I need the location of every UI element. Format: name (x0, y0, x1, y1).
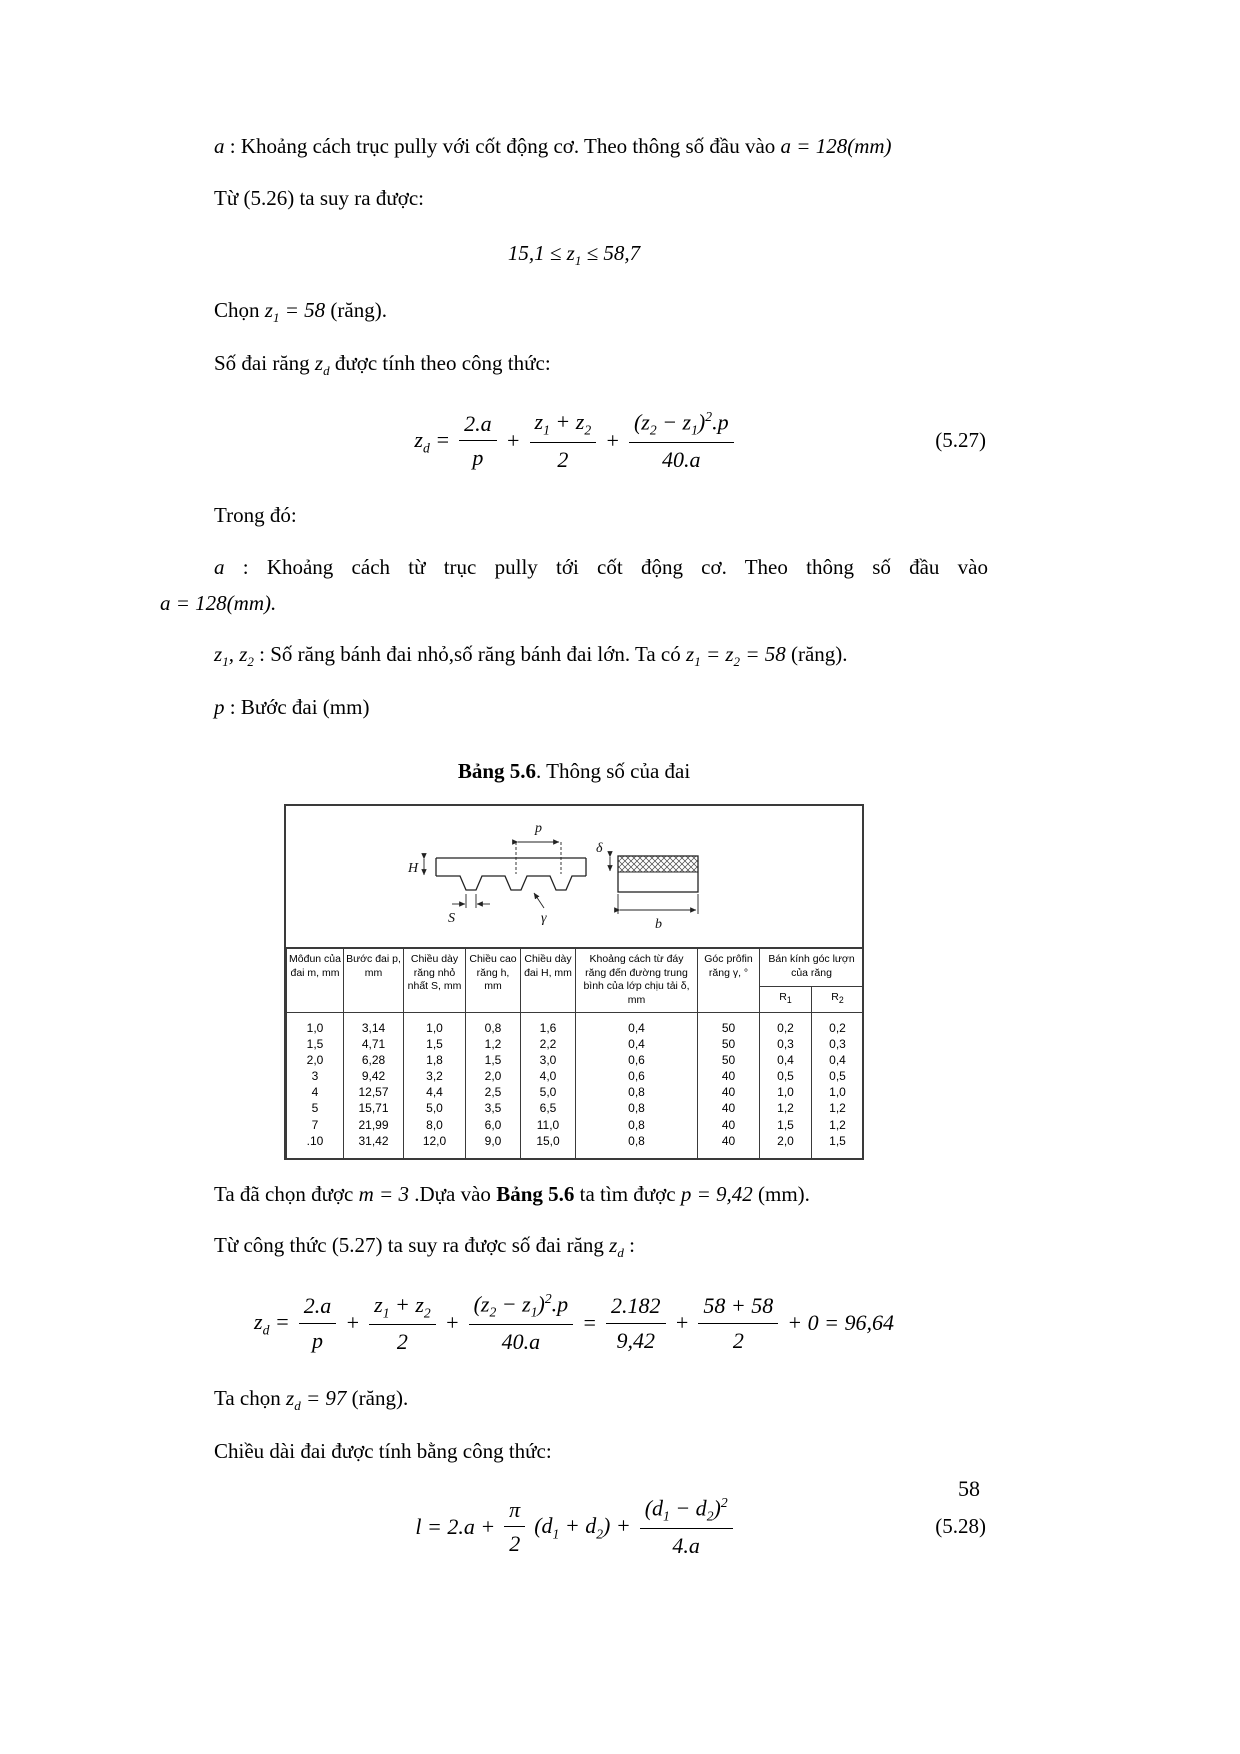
table-cell: 0,8 (576, 1100, 698, 1116)
table-cell: 31,42 (344, 1133, 404, 1158)
table-row (287, 1133, 864, 1158)
label-h: H (408, 861, 419, 877)
fraction (299, 1292, 337, 1354)
table-cell: 9,42 (344, 1068, 404, 1084)
table-cell: 40 (698, 1133, 760, 1158)
text-run: .Dựa vào (408, 1181, 497, 1206)
text-run: Ta chọn (214, 1385, 287, 1410)
paragraph-chon-zd (160, 1382, 988, 1417)
paragraph-z1z2-definition (160, 638, 988, 673)
equation-number: (5.28) (935, 1514, 986, 1539)
table-cell: 9,0 (466, 1133, 521, 1158)
label-s: S (448, 911, 455, 927)
table-cell: 8,0 (404, 1117, 466, 1133)
math-zd: $z_d$ (609, 1233, 624, 1261)
table-cell: 1,0 (404, 1012, 466, 1036)
col-subheader-r2: $R_2$ (812, 986, 864, 1012)
table-cell: 40 (698, 1084, 760, 1100)
table-cell: 4 (287, 1084, 344, 1100)
table-cell: 6,5 (521, 1100, 576, 1116)
table-cell: 1,0 (812, 1084, 864, 1100)
table-cell: 6,28 (344, 1052, 404, 1068)
table-cell: 4,4 (404, 1084, 466, 1100)
text-run: (răng). (325, 298, 387, 323)
paragraph-axis-distance (160, 130, 988, 164)
table-cell: 1,6 (521, 1012, 576, 1036)
table-cell: 5,0 (404, 1100, 466, 1116)
table-cell: 0,4 (812, 1052, 864, 1068)
table-cell: 0,4 (760, 1052, 812, 1068)
col-header-fillet-radius: Bán kính góc lượn của răng (760, 948, 864, 986)
fraction-denominator: 4.a (672, 1533, 700, 1559)
equation-528 (160, 1494, 988, 1559)
fraction (369, 1291, 436, 1356)
text-run: Chiều dài đai được tính bằng công thức: (214, 1438, 552, 1463)
table-5-6-box (284, 804, 864, 1159)
table-cell: 0,5 (812, 1068, 864, 1084)
table-cell: 1,5 (287, 1036, 344, 1052)
col-header-delta-distance: Khoảng cách từ đáy răng đến đường trung bình của lớp chịu tải δ, mm (576, 948, 698, 1012)
label-delta: δ (596, 841, 603, 857)
text-run: (răng). (785, 642, 848, 667)
text-run: : Số răng bánh đai nhỏ,số răng bánh đai lớn. Ta có (253, 642, 686, 667)
table-cell: 1,2 (812, 1100, 864, 1116)
table-cell: 0,4 (576, 1012, 698, 1036)
fraction-numerator: $(d_1 - d_2)^2$ (640, 1494, 733, 1529)
fraction-denominator: 2 (557, 446, 569, 472)
table-cell: 0,6 (576, 1052, 698, 1068)
math-z1-value: $z_1 = 58$ (264, 298, 326, 326)
table-caption (160, 755, 988, 789)
fraction-denominator: 2 (396, 1329, 408, 1355)
fraction-numerator: $z_1 + z_2$ (369, 1291, 436, 1325)
table-cell: 4,0 (521, 1068, 576, 1084)
fraction-numerator: $z_1 + z_2$ (530, 408, 597, 442)
table-row (287, 1068, 864, 1084)
math-inequality: $15,1 \le z_1 \le 58,7$ (507, 241, 641, 269)
col-header-tooth-height: Chiều cao răng h, mm (466, 948, 521, 1012)
col-header-module: Môđun của đai m, mm (287, 948, 344, 1012)
table-cell: 1,8 (404, 1052, 466, 1068)
table-cell: 50 (698, 1036, 760, 1052)
equation-527 (160, 408, 988, 473)
fraction-denominator: 9,42 (616, 1327, 656, 1353)
fraction (530, 408, 597, 473)
operator: + (444, 1310, 460, 1336)
paragraph-from-526 (160, 182, 988, 216)
paragraph-from-527 (160, 1229, 988, 1264)
text-run: Trong đó: (214, 503, 297, 528)
fraction-denominator: p (312, 1327, 324, 1353)
text-run: Từ công thức (5.27) ta suy ra được số đai răng (214, 1233, 610, 1258)
text-run: : Khoảng cách trục pully với cốt động cơ. Theo thông số đầu vào (224, 134, 781, 158)
table-cell: 12,57 (344, 1084, 404, 1100)
text-run: Số đai răng (214, 351, 315, 376)
paragraph-a-definition-line1 (160, 551, 988, 585)
fraction-numerator: $(z_2 - z_1)^2.p$ (469, 1290, 574, 1325)
fraction (469, 1290, 574, 1355)
table-cell: 1,2 (760, 1100, 812, 1116)
table-cell: 0,3 (760, 1036, 812, 1052)
eq-lhs: $z_d$ = (254, 1308, 290, 1338)
math-zd: $z_d$ (314, 351, 330, 379)
col-header-belt-thickness: Chiều dày đai H, mm (521, 948, 576, 1012)
fraction-denominator: 2 (509, 1531, 521, 1557)
table-cell: 7 (287, 1117, 344, 1133)
text-run: (răng). (346, 1385, 409, 1410)
page-content (160, 112, 988, 1586)
table-cell: 0,8 (466, 1012, 521, 1036)
eq-tail: + 0 = 96,64 (787, 1310, 894, 1336)
table-cell: 21,99 (344, 1117, 404, 1133)
paragraph-chon-z1 (160, 294, 988, 329)
col-header-tooth-thickness: Chiều dày răng nhỏ nhất S, mm (404, 948, 466, 1012)
math-var-a: a (214, 555, 225, 580)
paragraph-belt-length (160, 1435, 988, 1469)
paragraph-trong-do (160, 499, 988, 533)
gamma-leader (534, 893, 544, 908)
paragraph-chose-m (160, 1178, 988, 1212)
text-run: : (623, 1233, 635, 1258)
table-cell: 0,5 (760, 1068, 812, 1084)
text-run: : Khoảng cách từ trục pully tới cốt động cơ. Theo thông số đầu vào (224, 555, 988, 580)
table-cell: 15,71 (344, 1100, 404, 1116)
equation-528-body (415, 1494, 732, 1559)
label-gamma: γ (541, 911, 547, 927)
table-row (287, 1084, 864, 1100)
table-row (287, 1036, 864, 1052)
table-cell: 3,0 (521, 1052, 576, 1068)
text-run: Từ (5.26) ta suy ra được: (214, 185, 424, 210)
fraction (606, 1292, 666, 1354)
fraction-numerator: 2.182 (606, 1292, 666, 1324)
table-caption-label: Bảng 5.6 (457, 758, 536, 783)
dimension-s (452, 894, 490, 908)
table-cell: 11,0 (521, 1117, 576, 1133)
text-run: : Bước đai (mm) (224, 695, 370, 720)
fraction-denominator: 40.a (662, 446, 701, 472)
col-subheader-r1: $R_1$ (760, 986, 812, 1012)
table-cell: 6,0 (466, 1117, 521, 1133)
page-number: 58 (958, 1476, 980, 1501)
table-row (287, 1117, 864, 1133)
math-z1z2: $z_1$, $z_2$ (214, 642, 254, 670)
table-body (287, 1012, 864, 1158)
math-m-value: m = 3 (358, 1181, 409, 1206)
table-cell: 0,2 (760, 1012, 812, 1036)
table-cell: 2,0 (287, 1052, 344, 1068)
col-header-pitch: Bước đai p, mm (344, 948, 404, 1012)
fraction-denominator: p (472, 445, 484, 471)
table-cell: 2,0 (760, 1133, 812, 1158)
table-row (287, 1100, 864, 1116)
table-cell: 5,0 (521, 1084, 576, 1100)
operator: + (345, 1310, 361, 1336)
table-cell: 3,2 (404, 1068, 466, 1084)
eq-mid: $(d_1 + d_2)$ + (534, 1512, 631, 1542)
table-cell: 50 (698, 1052, 760, 1068)
equation-527-body (414, 408, 733, 473)
operator: + (505, 428, 521, 454)
table-cell: 1,5 (812, 1133, 864, 1158)
operator: = (582, 1310, 598, 1336)
math-p-value: p = 9,42 (680, 1181, 753, 1206)
table-cell: 3,14 (344, 1012, 404, 1036)
table-cell: 0,8 (576, 1084, 698, 1100)
table-cell: 4,71 (344, 1036, 404, 1052)
table-row (287, 1052, 864, 1068)
belt-profile-diagram (286, 806, 862, 947)
table-cell: 0,8 (576, 1133, 698, 1158)
text-run: Chọn (214, 298, 265, 323)
operator: + (674, 1310, 690, 1336)
table-cell: 40 (698, 1068, 760, 1084)
belt-tooth-profile (436, 858, 586, 890)
paragraph-p-definition (160, 691, 988, 725)
fraction-numerator: $(z_2 - z_1)^2.p$ (629, 408, 734, 443)
fraction-numerator: 2.a (299, 1292, 337, 1324)
text-run: được tính theo công thức: (329, 351, 551, 376)
eq-lhs: l = 2.a + (415, 1514, 496, 1540)
equation-zd-computation (160, 1290, 988, 1355)
fraction (504, 1496, 525, 1558)
table-cell: 0,3 (812, 1036, 864, 1052)
table-cell: 1,5 (760, 1117, 812, 1133)
table-cell: 0,4 (576, 1036, 698, 1052)
table-cell: 0,6 (576, 1068, 698, 1084)
operator: + (605, 428, 620, 454)
table-cell: 5 (287, 1100, 344, 1116)
inequality-z1 (160, 237, 988, 272)
fraction-numerator: 58 + 58 (698, 1292, 778, 1324)
fraction-denominator: 40.a (501, 1329, 541, 1355)
table-cell: .10 (287, 1133, 344, 1158)
fraction (640, 1494, 733, 1559)
table-cell: 1,0 (760, 1084, 812, 1100)
label-b: b (655, 917, 662, 933)
text-run: (mm). (752, 1181, 810, 1206)
math-var-p: p (214, 695, 225, 720)
math-zd-value: $z_d = 97$ (286, 1385, 347, 1413)
belt-cross-section (618, 856, 698, 892)
fraction-numerator: π (504, 1496, 525, 1528)
fraction (629, 408, 734, 473)
table-caption-text: . Thông số của đai (536, 758, 691, 783)
table-cell: 1,2 (466, 1036, 521, 1052)
table-cell: 3,5 (466, 1100, 521, 1116)
table-cell: 1,2 (812, 1117, 864, 1133)
math-z-values: $z_1 = z_2 = 58$ (686, 642, 786, 670)
belt-parameters-table (286, 947, 864, 1158)
table-cell: 15,0 (521, 1133, 576, 1158)
table-row (287, 1012, 864, 1036)
table-cell: 1,5 (404, 1036, 466, 1052)
text-run: Ta đã chọn được (214, 1181, 359, 1206)
table-cell: 2,0 (466, 1068, 521, 1084)
fraction-denominator: 2 (732, 1327, 744, 1353)
math-var-a: a (214, 134, 225, 158)
text-run: ta tìm được (574, 1181, 681, 1206)
equation-number: (5.27) (935, 428, 986, 453)
fraction (459, 410, 497, 472)
fraction-numerator: 2.a (459, 410, 497, 442)
equation-zd-body (254, 1290, 894, 1355)
table-cell: 12,0 (404, 1133, 466, 1158)
table-cell: 0,2 (812, 1012, 864, 1036)
table-cell: 40 (698, 1117, 760, 1133)
table-cell: 50 (698, 1012, 760, 1036)
table-cell: 2,2 (521, 1036, 576, 1052)
table-cell: 3 (287, 1068, 344, 1084)
paragraph-so-dai-rang (160, 347, 988, 382)
table-cell: 40 (698, 1100, 760, 1116)
fraction (698, 1292, 778, 1354)
table-ref-bold: Bảng 5.6 (496, 1181, 575, 1206)
eq-lhs: $z_d$ = (414, 426, 451, 455)
belt-profile-svg (286, 810, 863, 936)
label-p: p (535, 821, 542, 837)
table-cell: 1,0 (287, 1012, 344, 1036)
table-cell: 1,5 (466, 1052, 521, 1068)
col-header-profile-angle: Góc prôfin răng γ, ° (698, 948, 760, 1012)
table-cell: 0,8 (576, 1117, 698, 1133)
table-cell: 2,5 (466, 1084, 521, 1100)
math-a-value: a = 128(mm). (160, 590, 277, 615)
math-a-value: a = 128(mm) (780, 134, 892, 158)
paragraph-a-definition-line2 (160, 587, 988, 621)
dimension-b (618, 894, 698, 914)
